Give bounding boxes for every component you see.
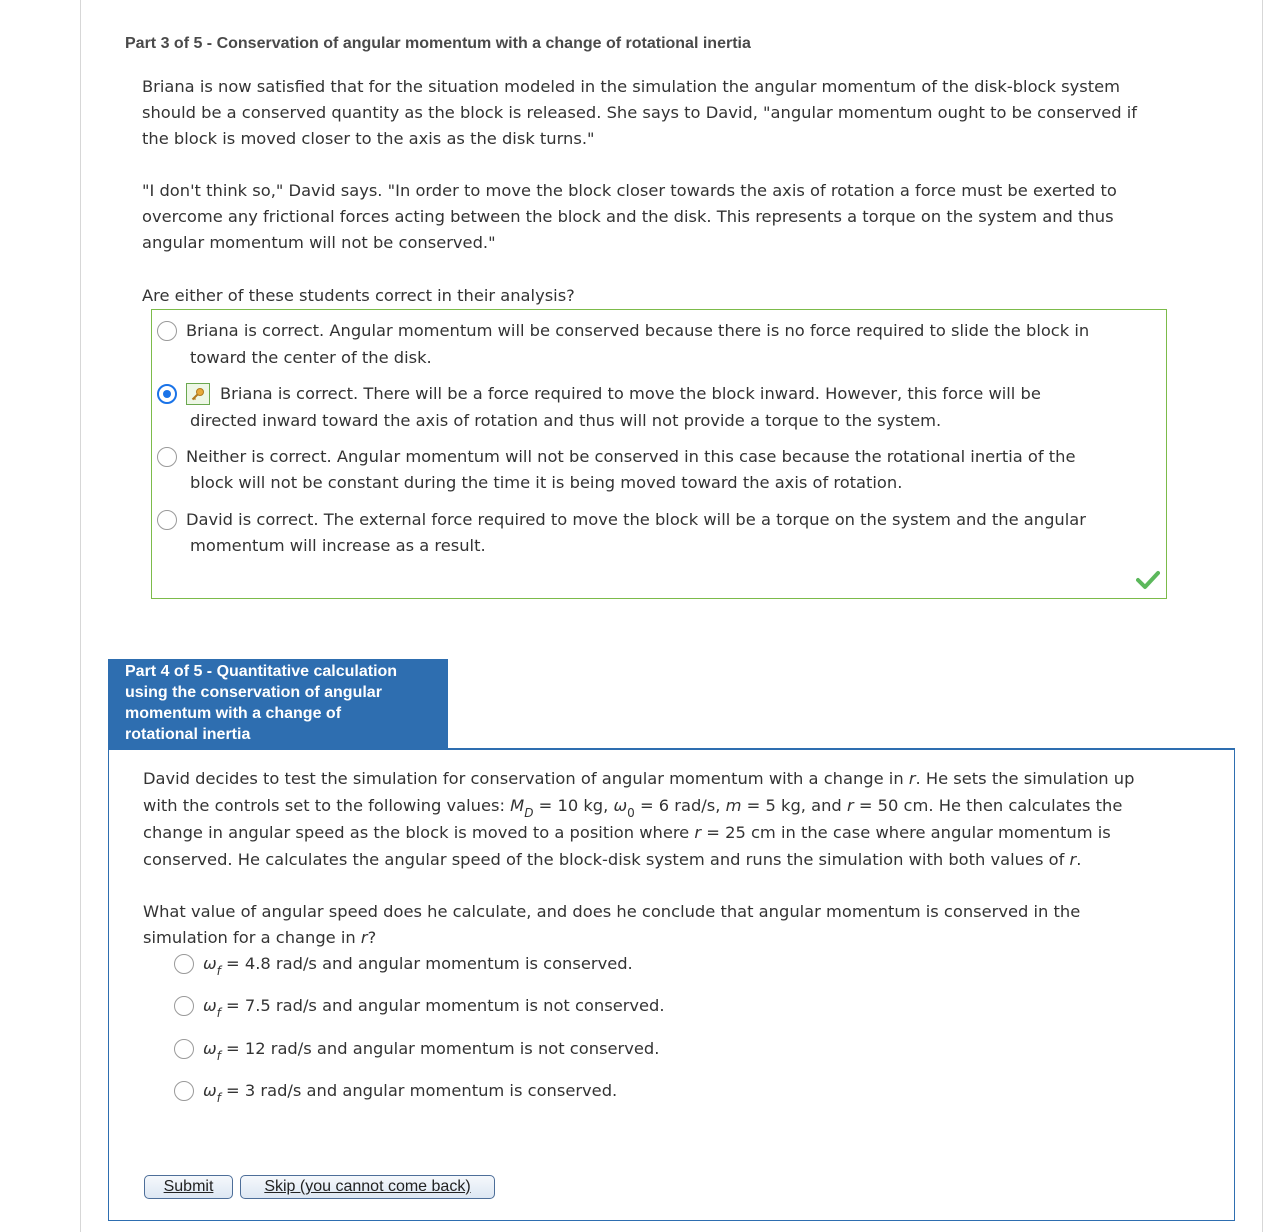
radio-button[interactable]	[157, 447, 177, 467]
radio-button[interactable]	[174, 1039, 194, 1059]
part4-paragraph: David decides to test the simulation for conservation of angular momentum with a change in r. He sets the simulation up with the controls set to the following values: $M_D = 10$ kg, $\omega_0 = 6$ rad/s, m = 5 kg, and r = 50 cm. He then calculates the change in angular speed as the block is moved to a position where r = 25 cm in the case where angular momentum is conserved. He calculates the angular speed of the block-disk system and runs the simulation with both values of r.	[143, 769, 1135, 869]
skip-button[interactable]: Skip (you cannot come back)	[240, 1175, 495, 1199]
radio-button-selected[interactable]	[157, 384, 177, 404]
radio-button[interactable]	[157, 321, 177, 341]
radio-button[interactable]	[174, 954, 194, 974]
part4-title: Part 4 of 5 - Quantitative calculation using the conservation of angular momentum with a change of rotational inertia	[108, 659, 448, 749]
submit-button[interactable]: Submit	[144, 1175, 233, 1199]
part3-paragraph-1: Briana is now satisfied that for the situation modeled in the simulation the angular momentum of the disk-block system should be a conserved quantity as the block is released. She says to David, "angular momentum ought to be conserved if the block is moved closer to the axis as the disk turns."	[142, 77, 1137, 148]
radio-button[interactable]	[174, 1081, 194, 1101]
radio-button[interactable]	[174, 996, 194, 1016]
left-border	[80, 0, 81, 1232]
radio-button[interactable]	[157, 510, 177, 530]
key-icon[interactable]	[186, 383, 210, 405]
part3-paragraph-2: "I don't think so," David says. "In order to move the block closer towards the axis of rotation a force must be exerted to overcome any frictional forces acting between the block and the disk. This represents a torque on the system and thus angular momentum will not be conserved."	[142, 181, 1117, 252]
part3-question: Are either of these students correct in their analysis?	[142, 286, 575, 305]
right-border	[1262, 0, 1263, 1232]
part4-question: What value of angular speed does he calculate, and does he conclude that angular momentum is conserved in the simulation for a change in r?	[143, 902, 1081, 947]
part3-title: Part 3 of 5 - Conservation of angular momentum with a change of rotational inertia	[125, 35, 751, 52]
key-glyph	[191, 387, 205, 401]
check-icon	[1136, 570, 1160, 590]
